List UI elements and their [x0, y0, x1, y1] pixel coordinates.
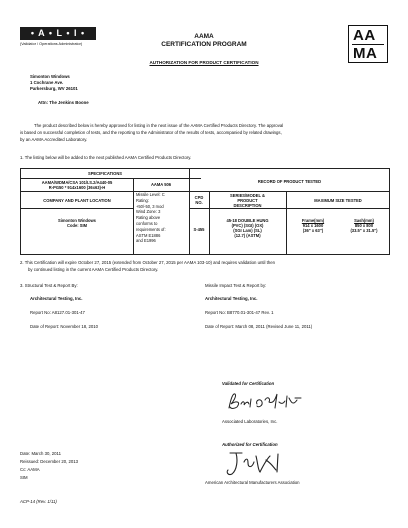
- missile-line: Wind Zone: 3: [136, 209, 161, 215]
- aama-logo-top: AA: [353, 27, 376, 44]
- record-header: RECORD OF PRODUCT TESTED: [257, 179, 322, 184]
- ali-logo: • A • L • I •: [20, 27, 96, 40]
- validated-label: Validated for Certification: [222, 381, 275, 386]
- cc-line: Cc: AAMA: [20, 467, 40, 472]
- title-line1: AAMA: [194, 33, 214, 40]
- paragraph-line3: by an AAMA Accredited Laboratory.: [20, 137, 88, 142]
- sash-in: (33.5" x 31.5"): [350, 228, 378, 233]
- missile-line: ASTM E1886: [136, 232, 161, 238]
- structural-lab: Architectural Testing, Inc.: [30, 296, 83, 301]
- address-city: Parkersburg, WV 26101: [30, 86, 78, 91]
- reissued-line: Reissued: December 20, 2013: [20, 459, 79, 464]
- missile-line: Missile Level: C: [136, 192, 165, 197]
- series-desc: (12.7) (ASTM): [234, 233, 261, 238]
- subtitle: AUTHORIZATION FOR PRODUCT CERTIFICATION: [149, 60, 259, 65]
- col-max-size: MAXIMUM SIZE TESTED: [314, 198, 362, 203]
- title-line2: CERTIFICATION PROGRAM: [161, 41, 247, 48]
- paragraph-line1: The product described below is hereby approved for listing in the next issue of the AAMA Certified Products Directory. The approval: [34, 123, 284, 128]
- company-name: Simonton Windows: [58, 218, 96, 223]
- missile-report-no: Report No: B8770.01-301-47 Rev. 1: [205, 310, 274, 315]
- sash-label: Sash(mm): [354, 218, 374, 223]
- address-attn: Attn: The Jenkins Boone: [38, 100, 89, 105]
- missile-rating: [136, 192, 166, 244]
- structural-report-date: Date of Report: November 18, 2010: [30, 324, 99, 329]
- missile-line: and E1996: [136, 238, 156, 244]
- missile-line: Rating above: [136, 215, 161, 221]
- spec-line1: AAMA/WDMA/CSA 101/I.S.2/A440-05: [41, 180, 113, 185]
- validated-org: Associated Laboratories, Inc.: [222, 419, 278, 424]
- missile-line: requirements of:: [136, 226, 166, 232]
- certification-table: [20, 168, 390, 255]
- table-rule: [21, 178, 201, 179]
- validator-signature: [225, 390, 315, 414]
- col-series: PRODUCT: [237, 197, 258, 203]
- table-rule: [21, 191, 201, 192]
- address-street: 1 Cochrane Ave.: [30, 80, 64, 85]
- missile-line: +50/-50, 3 mod: [136, 203, 164, 209]
- form-id: ACP-14 (Rev. 1/11): [20, 499, 57, 504]
- missile-report-date: Date of Report: March 08, 2011 (Revised June 11, 2011): [205, 324, 313, 329]
- paragraph-line2: is based on successful completion of tests, and the reporting to the Administrator of the results of tests, accompanied by related drawings,: [20, 130, 282, 135]
- col-cpd-no: NO.: [195, 200, 203, 205]
- company-code: Code: SIM: [66, 223, 87, 228]
- date-line: Date: March 30, 2011: [20, 451, 62, 456]
- authorized-org: American Architectural Manufacturers Association: [205, 480, 300, 485]
- code-line: SIM: [20, 475, 28, 480]
- col-company: COMPANY AND PLANT LOCATION: [43, 198, 111, 203]
- aama-logo-bottom: MA: [353, 45, 378, 62]
- frame-in: (36" x 63"): [302, 228, 324, 233]
- spec-line2: R-PG50 * 914x1600 (36x63)-H: [48, 185, 106, 190]
- missile-line: conforms to: [136, 220, 158, 226]
- table-rule: [21, 208, 133, 209]
- authorizer-signature: [222, 450, 292, 478]
- frame-mm: 914 x 1600: [302, 223, 324, 228]
- series-desc: (PVC) (SGI) (OX): [231, 223, 264, 228]
- frame-label: Frame(mm): [301, 218, 325, 223]
- aama-standard: AAMA 506: [150, 182, 172, 187]
- missile-line: Rating:: [136, 197, 149, 203]
- specs-header: SPECIFICATIONS: [87, 171, 123, 176]
- item2-line1: 2. This Certification will expire October 27, 2015 (extended from October 27, 2015 per AAMA 103-10) and requires validation until then: [20, 260, 276, 265]
- missile-lab: Architectural Testing, Inc.: [205, 296, 258, 301]
- col-series: SERIES/MODEL &: [230, 192, 265, 198]
- structural-test-label: 3. Structural Test & Report By:: [20, 283, 78, 288]
- aama-logo: [348, 25, 388, 63]
- col-cpd: CPD: [194, 195, 204, 200]
- col-series: DESCRIPTION: [233, 202, 262, 208]
- authorized-label: Authorized for Certification: [222, 442, 278, 447]
- structural-report-no: Report No: A8127.01-301-47: [30, 310, 85, 315]
- item2-line2: by continued listing in the current AAMA Certified Products Directory.: [28, 267, 159, 272]
- ali-caption: (Validator / Operations Administrator): [20, 42, 83, 46]
- cpd-value: S-455: [193, 227, 205, 232]
- series-desc: (SGI Lam) (SL): [233, 228, 262, 233]
- series-desc: 45-18 DOUBLE HUNG: [226, 218, 269, 223]
- sash-mm: 850 x 800: [354, 223, 374, 228]
- item1-text: 1. The listing below will be added to the next published AAMA Certified Products Directory.: [20, 155, 192, 160]
- missile-test-label: Missile Impact Test & Report by:: [205, 283, 267, 288]
- table-rule: [189, 208, 390, 209]
- table-rule: [133, 178, 134, 255]
- address-company: Simonton Windows: [30, 74, 70, 79]
